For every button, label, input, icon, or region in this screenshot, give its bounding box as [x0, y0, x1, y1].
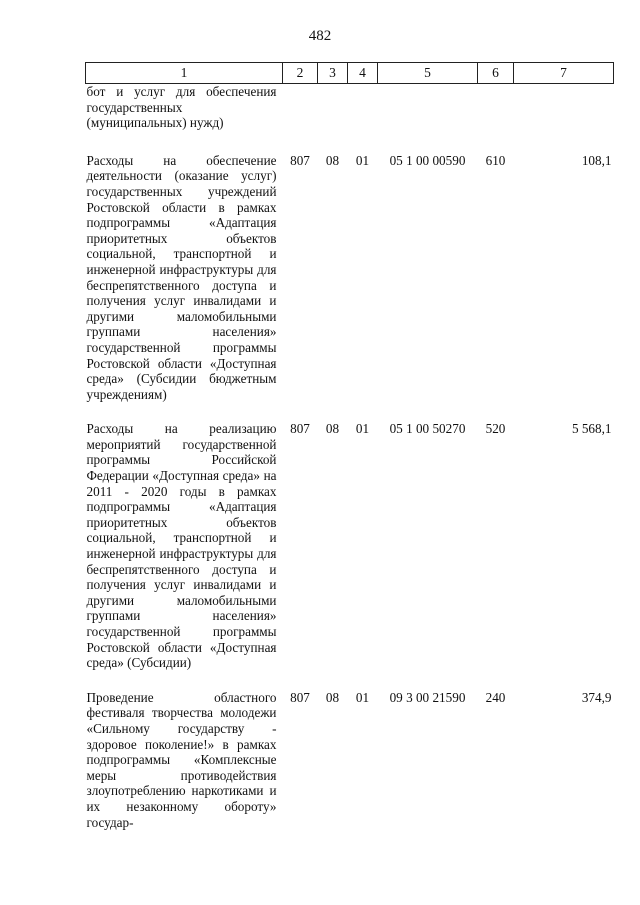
header-col-2: 2: [283, 63, 318, 84]
table-row: [86, 680, 614, 839]
header-col-4: 4: [348, 63, 378, 84]
row-ved: 807: [290, 689, 310, 705]
row-name: Расходы на реализацию мероприятий государственной программы Российской Федерации «Доступная среда» на 2011 - 2020 годы в рамках подпрограммы «Адаптация приоритетных объектов социальной, транспортной и инженерной инфраструктуры для беспрепятственного доступа и получения услуг инвалидами и другими маломобильными группами населения» государственной программы Ростовской области «Доступная среда» (Субсидии): [86, 421, 277, 671]
row-rz: 08: [325, 152, 340, 168]
table-header-row: [86, 63, 614, 84]
header-col-3: 3: [318, 63, 348, 84]
table-row: [86, 411, 614, 680]
row-pr: 01: [355, 689, 370, 705]
header-col-5: 5: [378, 63, 478, 84]
continuation-text: бот и услуг для обеспечения государственных (муниципальных) нужд): [86, 84, 277, 131]
table-row-continuation: [86, 84, 614, 143]
row-vr: 520: [485, 421, 506, 437]
row-pr: 01: [355, 152, 370, 168]
budget-table: [85, 62, 614, 839]
row-ved: 807: [290, 421, 310, 437]
row-rz: 08: [325, 689, 340, 705]
header-col-1: 1: [86, 63, 283, 84]
row-csr: 09 3 00 21590: [389, 689, 466, 705]
row-rz: 08: [325, 421, 340, 437]
row-name: Расходы на обеспечение деятельности (оказание услуг) государственных учреждений Ростовской области в рамках подпрограммы «Адаптация приоритетных объектов социальной, транспортной и инженерной инфраструктуры для беспрепятственного доступа и получения услуг инвалидами и другими маломобильными группами населения» государственной программы Ростовской области «Доступная среда» (Субсидии бюджетным учреждениям): [86, 152, 277, 402]
row-amount: 5 568,1: [571, 421, 612, 437]
header-col-6: 6: [478, 63, 514, 84]
header-col-7: 7: [514, 63, 614, 84]
row-amount: 108,1: [581, 152, 612, 168]
table-row: [86, 143, 614, 412]
row-name: Проведение областного фестиваля творчества молодежи «Сильному государству - здоровое поколение!» в рамках подпрограммы «Комплексные меры противодействия злоупотреблению наркотиками и их незаконному обороту» государ-: [86, 689, 277, 830]
row-csr: 05 1 00 00590: [389, 152, 466, 168]
page-number: 482: [308, 28, 332, 44]
row-pr: 01: [355, 421, 370, 437]
row-amount: 374,9: [581, 689, 612, 705]
row-vr: 610: [485, 152, 506, 168]
row-csr: 05 1 00 50270: [389, 421, 466, 437]
row-vr: 240: [485, 689, 506, 705]
row-ved: 807: [290, 152, 310, 168]
